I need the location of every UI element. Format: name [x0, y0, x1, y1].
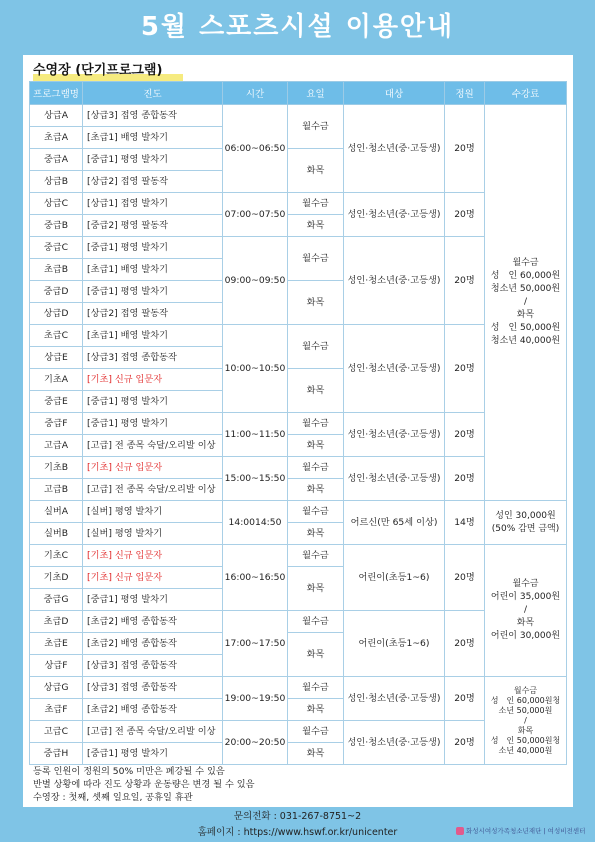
- program-name: 고급C: [30, 721, 83, 743]
- fee-line: 화목: [516, 618, 535, 628]
- program-progress: [초급1] 배영 발차기: [83, 325, 223, 347]
- target-cell: 성인·청소년(중·고등생): [344, 457, 445, 501]
- program-name: 상급C: [30, 193, 83, 215]
- header-fee: 수강료: [485, 82, 567, 105]
- time-cell: 15:00~15:50: [223, 457, 288, 501]
- program-progress: [상급3] 접영 종합동작: [83, 347, 223, 369]
- target-cell: 어린이(초등1~6): [344, 545, 445, 611]
- program-progress: [상급2] 접영 팔동작: [83, 303, 223, 325]
- schedule-panel: [23, 55, 573, 807]
- program-name: 실버A: [30, 501, 83, 523]
- fee-line: 월수금: [513, 685, 538, 695]
- foundation-logo: [456, 826, 585, 835]
- program-progress: [중급1] 평영 발차기: [83, 149, 223, 171]
- target-cell: 성인·청소년(중·고등생): [344, 413, 445, 457]
- day-cell: 월수금: [288, 237, 344, 281]
- program-name: 초급D: [30, 611, 83, 633]
- logo-icon: [456, 827, 464, 835]
- target-cell: 성인·청소년(중·고등생): [344, 237, 445, 325]
- capacity-cell: 20명: [445, 237, 485, 325]
- program-progress: [중급1] 평영 발차기: [83, 391, 223, 413]
- fee-line: /: [524, 715, 527, 725]
- capacity-cell: 14명: [445, 501, 485, 545]
- day-cell: 화목: [288, 215, 344, 237]
- time-cell: 19:00~19:50: [223, 677, 288, 721]
- fee-line: 성 인 60,000원청: [490, 695, 561, 705]
- program-name: 중급B: [30, 215, 83, 237]
- day-cell: 월수금: [288, 611, 344, 633]
- program-progress: [초급2] 배영 종합동작: [83, 611, 223, 633]
- program-progress: [초급1] 배영 발차기: [83, 259, 223, 281]
- day-cell: 화목: [288, 523, 344, 545]
- program-name: 초급C: [30, 325, 83, 347]
- program-name: 중급D: [30, 281, 83, 303]
- table-row: [30, 105, 567, 127]
- program-name: 고급A: [30, 435, 83, 457]
- homepage-link[interactable]: 홈페이지 : https://www.hswf.or.kr/unicenter: [197, 827, 398, 838]
- contact-phone: 문의전화 : 031-267-8751~2: [233, 811, 362, 822]
- program-name: 상급E: [30, 347, 83, 369]
- day-cell: 화목: [288, 699, 344, 721]
- program-name: 기초C: [30, 545, 83, 567]
- fee-line: /: [523, 297, 528, 307]
- program-name: 고급B: [30, 479, 83, 501]
- capacity-cell: 20명: [445, 413, 485, 457]
- target-cell: 성인·청소년(중·고등생): [344, 721, 445, 765]
- program-progress: [기초] 신규 입문자: [83, 567, 223, 589]
- time-cell: 16:00~16:50: [223, 545, 288, 611]
- fee-line: 성 인 50,000원: [490, 323, 561, 333]
- day-cell: 월수금: [288, 677, 344, 699]
- day-cell: 화목: [288, 479, 344, 501]
- day-cell: 월수금: [288, 545, 344, 567]
- fee-cell-main: [485, 105, 567, 501]
- note-line: 반별 상황에 따라 진도 상황과 운동량은 변경 될 수 있음: [33, 779, 255, 790]
- fee-line: 성 인 50,000원청: [490, 735, 561, 745]
- program-progress: [중급2] 평영 팔동작: [83, 215, 223, 237]
- table-row: [30, 501, 567, 523]
- note-line: 수영장 : 첫째, 셋째 일요일, 공휴일 휴관: [33, 792, 193, 803]
- day-cell: 월수금: [288, 105, 344, 149]
- program-progress: [초급1] 배영 발차기: [83, 127, 223, 149]
- header-capacity: 정원: [445, 82, 485, 105]
- capacity-cell: 20명: [445, 611, 485, 677]
- program-progress: [중급1] 평영 발차기: [83, 237, 223, 259]
- program-progress: [상급2] 접영 팔동작: [83, 171, 223, 193]
- section-title: [33, 59, 162, 78]
- program-progress: [실버] 평영 발차기: [83, 501, 223, 523]
- program-progress: [상급3] 접영 종합동작: [83, 105, 223, 127]
- target-cell: 성인·청소년(중·고등생): [344, 193, 445, 237]
- program-name: 초급A: [30, 127, 83, 149]
- program-progress: [고급] 전 종목 숙달/오리발 이상: [83, 721, 223, 743]
- table-row: [30, 545, 567, 567]
- program-progress: [상급3] 접영 종합동작: [83, 655, 223, 677]
- day-cell: 화목: [288, 369, 344, 413]
- time-cell: 06:00~06:50: [223, 105, 288, 193]
- program-name: 중급G: [30, 589, 83, 611]
- fee-line: 월수금: [512, 258, 539, 268]
- capacity-cell: 20명: [445, 193, 485, 237]
- fee-line: /: [523, 605, 528, 615]
- program-progress: [고급] 전 종목 숙달/오리발 이상: [83, 435, 223, 457]
- day-cell: 월수금: [288, 193, 344, 215]
- program-name: 초급E: [30, 633, 83, 655]
- logo-text: 화성시여성가족청소년재단 | 여성비전센터: [466, 827, 586, 835]
- header-progress: 진도: [83, 82, 223, 105]
- program-progress: [상급3] 접영 종합동작: [83, 677, 223, 699]
- time-cell: 11:00~11:50: [223, 413, 288, 457]
- day-cell: 화목: [288, 435, 344, 457]
- program-name: 상급D: [30, 303, 83, 325]
- table-header-row: [30, 82, 567, 105]
- program-name: 상급F: [30, 655, 83, 677]
- day-cell: 월수금: [288, 413, 344, 435]
- program-name: 실버B: [30, 523, 83, 545]
- fee-cell-child: [485, 545, 567, 677]
- program-name: 기초A: [30, 369, 83, 391]
- program-name: 중급F: [30, 413, 83, 435]
- header-target: 대상: [344, 82, 445, 105]
- time-cell: 17:00~17:50: [223, 611, 288, 677]
- table-row: [30, 677, 567, 699]
- header-time: 시간: [223, 82, 288, 105]
- program-name: 상급B: [30, 171, 83, 193]
- program-name: 중급H: [30, 743, 83, 765]
- note-line: 등록 인원이 정원의 50% 미만은 폐강될 수 있음: [33, 766, 225, 777]
- header-program: 프로그램명: [30, 82, 83, 105]
- capacity-cell: 20명: [445, 457, 485, 501]
- fee-line: 월수금: [512, 579, 539, 589]
- program-progress: [기초] 신규 입문자: [83, 457, 223, 479]
- program-progress: [기초] 신규 입문자: [83, 545, 223, 567]
- time-cell: 14:0014:50: [223, 501, 288, 545]
- capacity-cell: 20명: [445, 105, 485, 193]
- day-cell: 월수금: [288, 325, 344, 369]
- target-cell: 성인·청소년(중·고등생): [344, 105, 445, 193]
- program-name: 중급E: [30, 391, 83, 413]
- program-progress: [중급1] 평영 발차기: [83, 413, 223, 435]
- target-cell: 어르신(만 65세 이상): [344, 501, 445, 545]
- schedule-table: [29, 81, 567, 765]
- program-name: 상급A: [30, 105, 83, 127]
- program-name: 중급C: [30, 237, 83, 259]
- program-progress: [고급] 전 종목 숙달/오리발 이상: [83, 479, 223, 501]
- program-progress: [상급1] 접영 발차기: [83, 193, 223, 215]
- program-progress: [중급1] 평영 발차기: [83, 589, 223, 611]
- fee-line: 소년 40,000원: [498, 745, 553, 755]
- time-cell: 09:00~09:50: [223, 237, 288, 325]
- fee-line: 어린이 35,000원: [490, 592, 561, 602]
- time-cell: 07:00~07:50: [223, 193, 288, 237]
- program-name: 초급B: [30, 259, 83, 281]
- header-day: 요일: [288, 82, 344, 105]
- fee-line: 성인 30,000원: [495, 510, 556, 521]
- notes: [33, 765, 255, 804]
- target-cell: 성인·청소년(중·고등생): [344, 325, 445, 413]
- fee-line: 청소년 50,000원: [490, 284, 561, 294]
- fee-line: 화목: [516, 310, 535, 320]
- time-cell: 20:00~20:50: [223, 721, 288, 765]
- day-cell: 월수금: [288, 501, 344, 523]
- day-cell: 화목: [288, 281, 344, 325]
- fee-line: 성 인 60,000원: [490, 271, 561, 281]
- fee-line: 청소년 40,000원: [490, 336, 561, 346]
- fee-line: (50% 감면 금액): [491, 523, 560, 534]
- program-progress: [실버] 평영 발차기: [83, 523, 223, 545]
- program-name: 초급F: [30, 699, 83, 721]
- program-progress: [기초] 신규 입문자: [83, 369, 223, 391]
- fee-cell-evening: [485, 677, 567, 765]
- target-cell: 어린이(초등1~6): [344, 611, 445, 677]
- day-cell: 화목: [288, 567, 344, 611]
- page-title: 5월 스포츠시설 이용안내: [140, 12, 455, 42]
- fee-line: 어린이 30,000원: [490, 631, 561, 641]
- program-progress: [초급2] 배영 종합동작: [83, 633, 223, 655]
- program-name: 기초B: [30, 457, 83, 479]
- capacity-cell: 20명: [445, 545, 485, 611]
- program-progress: [중급1] 평영 발차기: [83, 743, 223, 765]
- program-name: 상급G: [30, 677, 83, 699]
- day-cell: 화목: [288, 743, 344, 765]
- program-progress: [초급2] 배영 종합동작: [83, 699, 223, 721]
- day-cell: 화목: [288, 633, 344, 677]
- capacity-cell: 20명: [445, 677, 485, 721]
- fee-cell-senior: [485, 501, 567, 545]
- time-cell: 10:00~10:50: [223, 325, 288, 413]
- day-cell: 월수금: [288, 457, 344, 479]
- day-cell: 월수금: [288, 721, 344, 743]
- capacity-cell: 20명: [445, 721, 485, 765]
- fee-line: 화목: [517, 725, 534, 735]
- program-progress: [중급1] 평영 발차기: [83, 281, 223, 303]
- target-cell: 성인·청소년(중·고등생): [344, 677, 445, 721]
- capacity-cell: 20명: [445, 325, 485, 413]
- day-cell: 화목: [288, 149, 344, 193]
- program-name: 중급A: [30, 149, 83, 171]
- section-title-text: 수영장 (단기프로그램): [33, 63, 163, 78]
- fee-line: 소년 50,000원: [498, 705, 553, 715]
- program-name: 기초D: [30, 567, 83, 589]
